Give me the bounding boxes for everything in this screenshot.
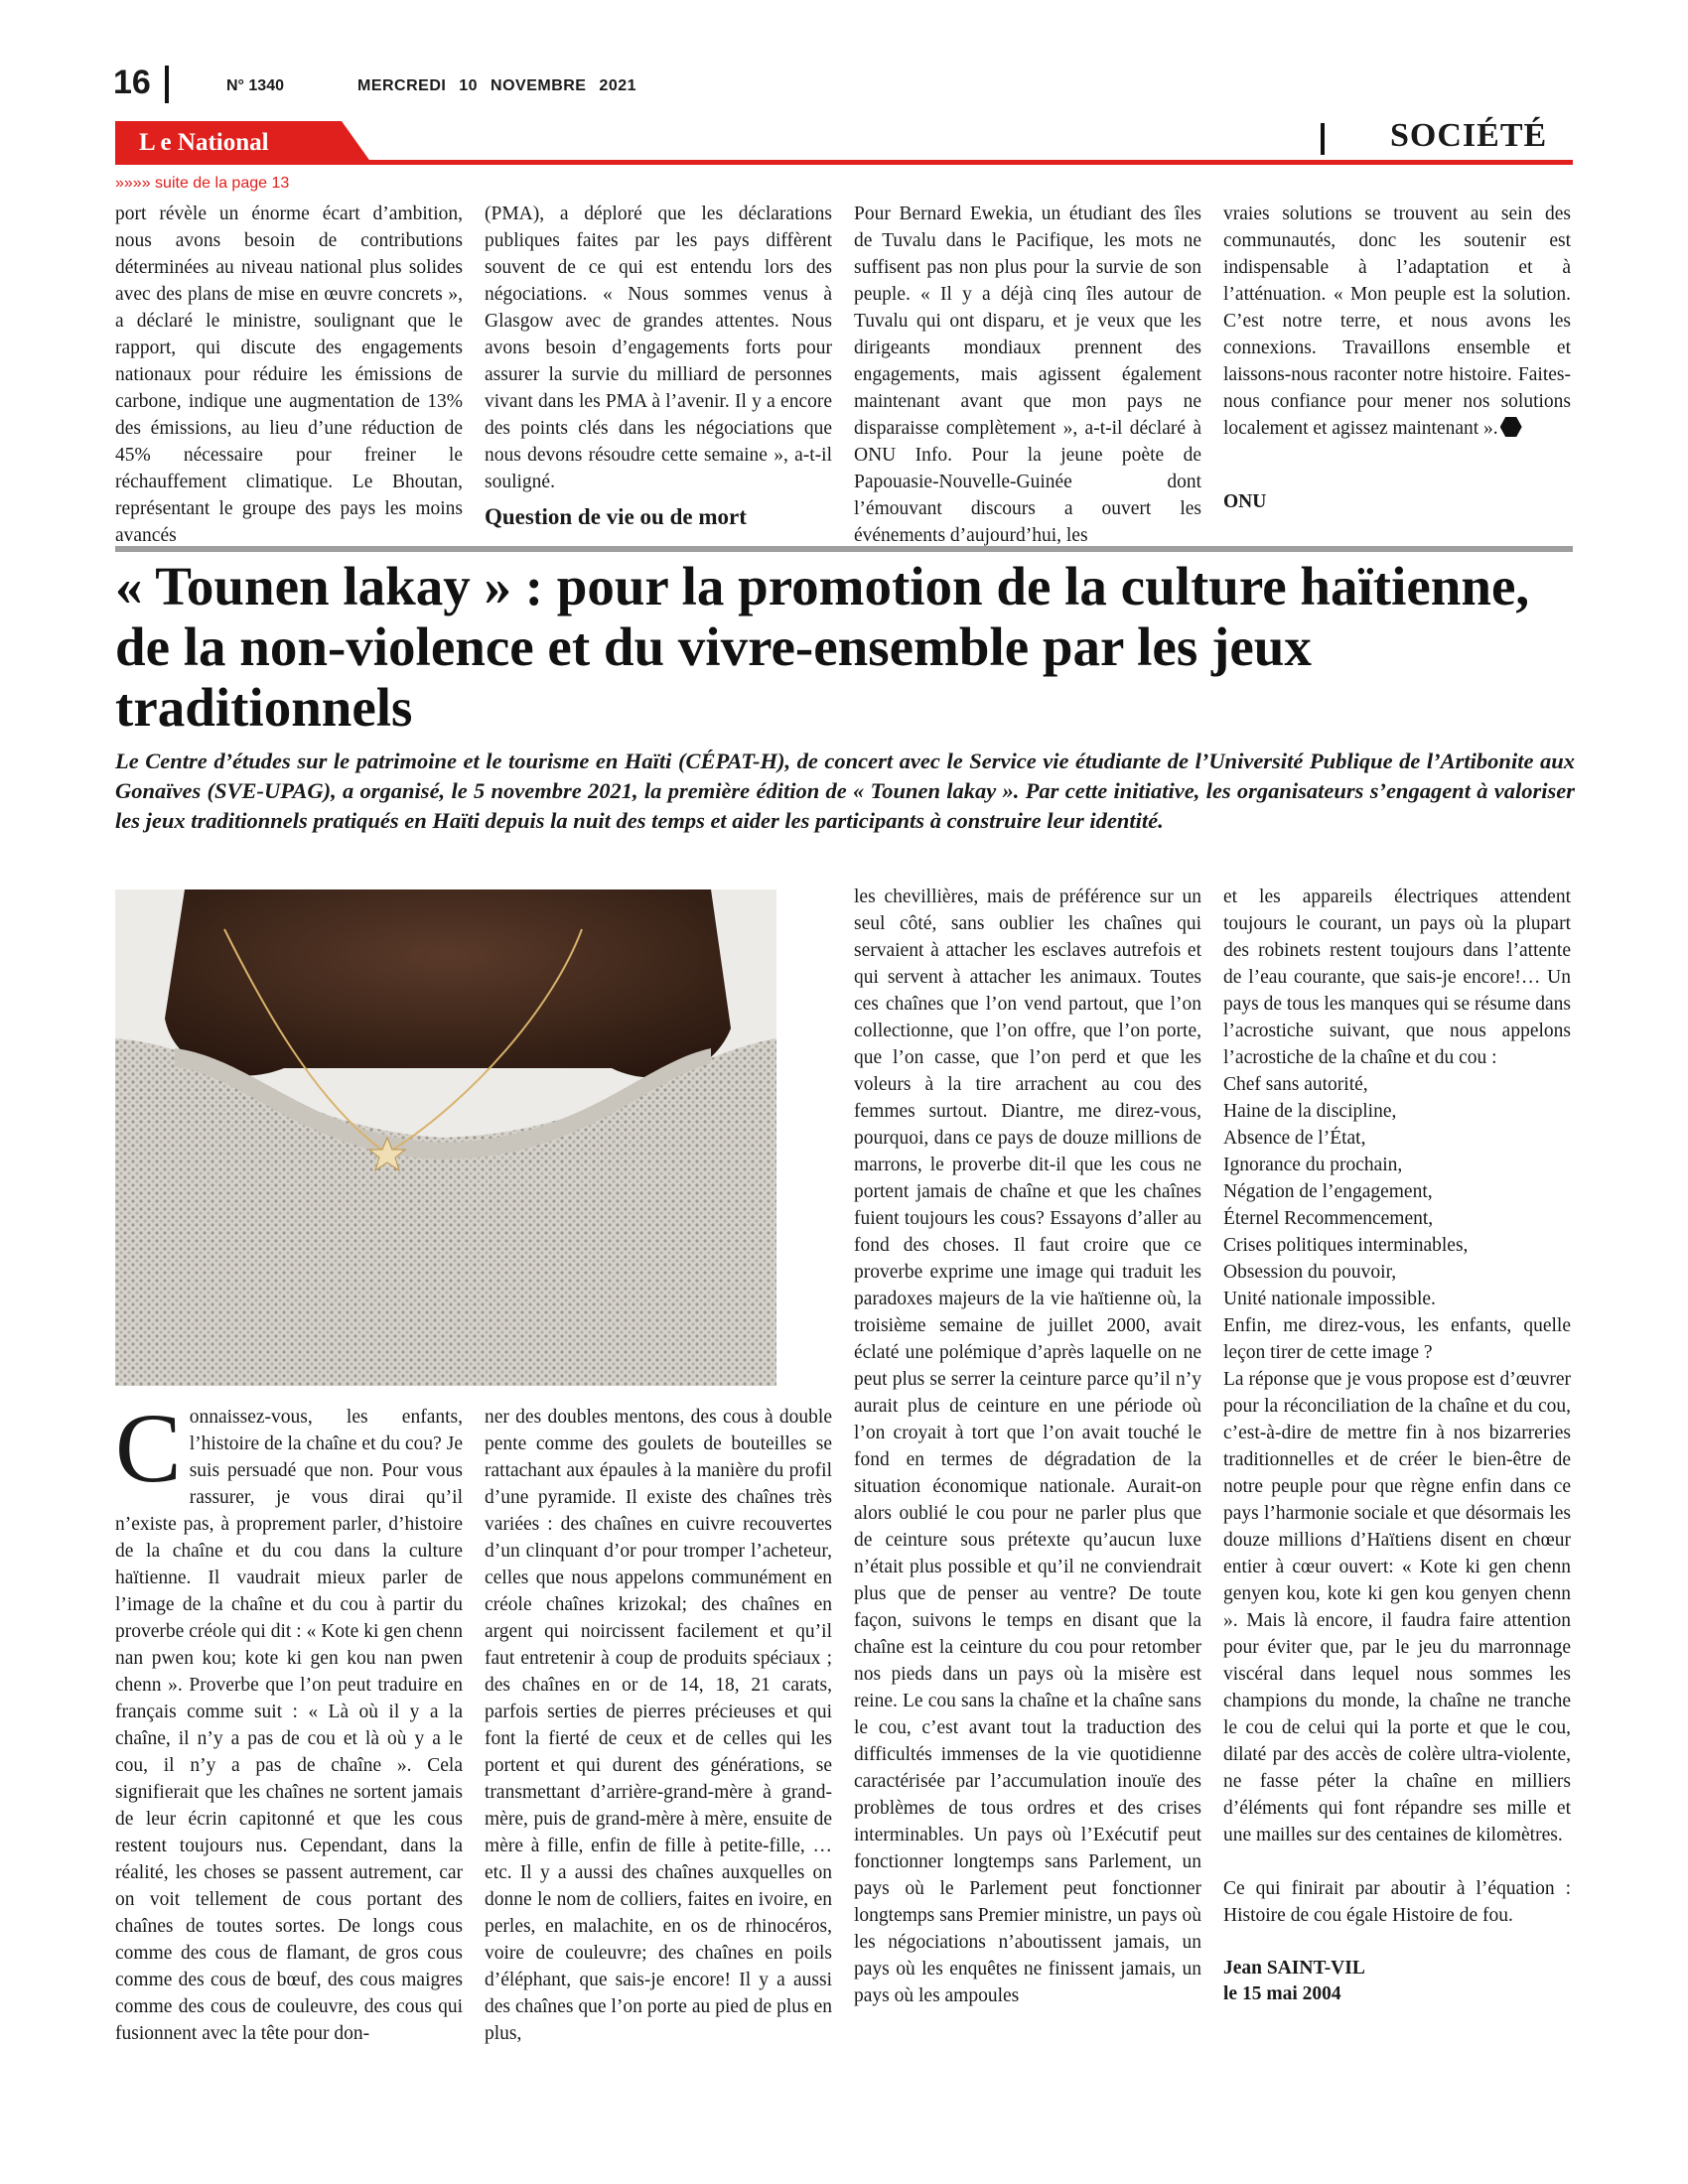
acrostic-line: Ignorance du prochain,: [1223, 1155, 1403, 1175]
end-mark-icon: [1500, 417, 1522, 437]
author-date: le 15 mai 2004: [1223, 1983, 1341, 2004]
article-text-4-intro: et les appareils électriques attendent toujours le courant, un pays où la plupart des robinets restent toujours dans l’attente de l’eau courante, que sais-je encore!… Un pays de tous les manques qui se résume dans l’acrostiche suivant, que nous appelons l’acrostiche de la chaîne et du cou :: [1223, 887, 1571, 1068]
prev-article-col-2: [485, 201, 832, 495]
acrostic-line: Éternel Recommencement,: [1223, 1208, 1434, 1229]
article-separator: [115, 546, 1573, 552]
prev-text-2: (PMA), a déploré que les déclarations publiques faites par les pays diffèrent souvent de ce qui est entendu lors des négociations. « Nous sommes venus à Glasgow avec de grandes attentes. Nous avons besoin d’engagements forts pour assurer la survie du milliard de personnes vivant dans les PMA à l’avenir. Il y a encore des points clés dans les négociations que nous devons résoudre cette semaine », a-t-il souligné.: [485, 204, 832, 492]
acrostic-list: [1223, 1071, 1571, 1312]
prev-text-3: Pour Bernard Ewekia, un étudiant des îles de Tuvalu dans le Pacifique, les mots ne suffisent pas non plus pour la survie de son peuple. « Il y a déjà cinq îles autour de Tuvalu qui ont disparu, et je veux que les dirigeants mondiaux prennent des engagements, mais agissent également maintenant avant que mon pays ne disparaisse complètement », a-t-il déclaré à ONU Info. Pour la jeune poète de Papouasie-Nouvelle-Guinée dont l’émouvant discours a ouvert les événements d’aujourd’hui, les: [854, 204, 1201, 546]
prev-signature: ONU: [1223, 491, 1267, 512]
necklace-photo-illustration: [115, 889, 776, 1386]
article-text-1: [115, 1393, 463, 2047]
header-divider: [165, 66, 169, 103]
article-col-2: [485, 1404, 832, 2047]
article-text-2: ner des doubles mentons, des cous à double pente comme des goulets de bouteilles se rattachant aux épaules à la manière du profil d’une pyramide. Il existe des chaînes très variées : des chaînes en cuivre recouvertes d’un clinquant d’or pour tromper l’acheteur, celles que nous appelons communément en créole chaînes krizokal; des chaînes en argent qui noircissent facilement et qu’il faut entretenir à coup de produits spéciaux ; des chaînes en or de 14, 18, 21 carats, parfois serties de pierres précieuses et qui font la fierté de ceux et de celles qui les portent et qui durent des générations, se transmettant d’arrière-grand-mère à grand-mère, puis de grand-mère à mère, ensuite de mère à fille, enfin de fille à petite-fille, …etc. Il y a aussi des chaînes auxquelles on donne le nom de colliers, faites en ivoire, en perles, en malachite, en os de rhinocéros, voire de couleuvre; des chaînes en poils d’éléphant, que sais-je encore! Il y a aussi des chaînes que l’on porte au pied de plus en plus,: [485, 1407, 832, 2044]
section-divider: [1321, 123, 1325, 155]
brand-name: L e National: [139, 129, 269, 156]
article-lead: Le Centre d’études sur le patrimoine et le tourisme en Haïti (CÉPAT-H), de concert avec le Service vie étudiante de l’Université Publique de l’Artibonite aux Gonaïves (SVE-UPAG), a organisé, le 5 novembre 2021, la première édition de « Tounen lakay ». Par cette initiative, les organisateurs s’engagent à valoriser les jeux traditionnels pratiqués en Haïti depuis la nuit des temps et aider les participants à construire leur identité.: [115, 749, 1575, 833]
acrostic-line: Chef sans autorité,: [1223, 1074, 1368, 1095]
prev-text-4: [1223, 201, 1571, 442]
acrostic-line: Négation de l’engagement,: [1223, 1181, 1433, 1202]
prev-article-col-1: [115, 201, 463, 549]
article-col-1: [115, 1393, 463, 2047]
article-text-4-p2: Enfin, me direz-vous, les enfants, quelle leçon tirer de cette image ?: [1223, 1315, 1571, 1363]
prev-article-col-3: [854, 201, 1201, 549]
page-number: 16: [113, 64, 151, 101]
prev-article-col-4: [1223, 201, 1571, 442]
author-block: [1223, 1956, 1571, 2007]
acrostic-line: Haine de la discipline,: [1223, 1101, 1397, 1122]
issue-number: N° 1340: [226, 77, 284, 94]
acrostic-line: Unité nationale impossible.: [1223, 1289, 1436, 1309]
article-col-4: [1223, 884, 1571, 2007]
issue-date: MERCREDI 10 NOVEMBRE 2021: [357, 77, 637, 94]
prev-text-4-body: vraies solutions se trouvent au sein des communautés, donc les soutenir est indispensable à l’adaptation et à l’atténuation. « Mon peuple est la solution. C’est notre terre, et nous avons les connexions. Travaillons ensemble et laissons-nous raconter notre histoire. Faites-nous confiance pour mener nos solutions localement et agissez maintenant ».: [1223, 204, 1571, 439]
acrostic-line: Obsession du pouvoir,: [1223, 1262, 1397, 1283]
article-text-3: les chevillières, mais de préférence sur un seul côté, sans oublier les chaînes qui servaient à attacher les esclaves autrefois et qui servent à attacher les animaux. Toutes ces chaînes que l’on vend partout, que l’on collectionne, que l’on offre, que l’on porte, que l’on casse, que l’on perd et que les voleurs à la tire arrachent au cou des femmes surtout. Diantre, me direz-vous, pourquoi, dans ce pays de douze millions de marrons, le proverbe dit-il que les cous ne portent jamais de chaîne et que les chaînes fuient toujours les cous? Essayons d’aller au fond des choses. Il faut croire que ce proverbe exprime une image qui traduit les paradoxes majeurs de la vie haïtienne où, la troisième semaine de juillet 2000, avait éclaté une polémique d’après laquelle on ne peut plus se serrer la ceinture parce qu’il n’y aurait plus de ceinture en une période où l’on croyait à tort que l’on avait touché le fond en termes de dégradation de la situation économique nationale. Aurait-on alors oublié le cou pour ne parler plus que de ceinture sous prétexte qu’aucun luxe n’était plus possible et qu’il ne conviendrait plus que de penser au ventre? De toute façon, suivons le temps en disant que la chaîne est la ceinture du cou pour retomber nos pieds dans un pays où la misère est reine. Le cou sans la chaîne et la chaîne sans le cou, c’est avant tout la traduction des difficultés immenses de la vie quotidienne caractérisée par l’accumulation inouïe des problèmes de tous ordres et des crises interminables. Un pays où l’Exécutif peut fonctionner longtemps sans Parlement, un pays où le Parlement peut fonctionner longtemps sans Premier ministre, un pays où les négociations n’aboutissent jamais, un pays où les enquêtes ne finissent jamais, un pays où les ampoules: [854, 887, 1201, 2006]
author-name: Jean SAINT-VIL: [1223, 1958, 1365, 1979]
prev-text-1: port révèle un énorme écart d’ambition, nous avons besoin de contributions déterminées au niveau national plus solides avec des plans de mise en œuvre concrets », a déclaré le ministre, soulignant que le rapport, qui discute des engagements nationaux pour réduire les émissions de carbone, indique une augmentation de 13% des émissions, au lieu d’une réduction de 45% nécessaire pour freiner le réchauffement climatique. Le Bhoutan, représentant le groupe des pays les moins avancés: [115, 204, 463, 546]
continued-from: »»»» suite de la page 13: [115, 175, 290, 192]
article-col-3: [854, 884, 1201, 2009]
acrostic-line: Absence de l’État,: [1223, 1128, 1366, 1149]
article-photo: [115, 889, 776, 1386]
article-text-1-body: onnaissez-vous, les enfants, l’histoire de la chaîne et du cou? Je suis persuadé que non. Pour vous rassurer, je vous dirai qu’il n’existe pas, à proprement parler, d’histoire de la chaîne et du cou dans la culture haïtienne. Il vaudrait mieux parler de l’image de la chaîne et du cou à partir du proverbe créole qui dit : « Kote ki gen chenn nan pwen kou; kote ki gen kou nan pwen chenn ». Proverbe que l’on peut traduire en français comme suit : « Là où il y a la chaîne, il n’y a pas de cou et là où y a le cou, il n’y a pas de chaîne ». Cela signifierait que les chaînes ne sortent jamais de leur écrin capitonné et que les cous restent toujours nus. Cependant, dans la réalité, les choses se passent autrement, car on voit tellement de cous portant des chaînes de toutes sortes. De longs cous comme des cous de flamant, de gros cous comme des cous de bœuf, des cous maigres comme des cous de couleuvre, des cous qui fusionnent avec la tête pour don-: [115, 1407, 463, 2044]
article-title: « Tounen lakay » : pour la promotion de la culture haïtienne, de la non-violence et du vivre-ensemble par les jeux traditionnels: [115, 556, 1530, 738]
acrostic-line: Crises politiques interminables,: [1223, 1235, 1469, 1256]
header-rule: [115, 160, 1573, 165]
section-title: SOCIÉTÉ: [1390, 117, 1548, 154]
article-text-4-p4: Ce qui finirait par aboutir à l’équation : Histoire de cou égale Histoire de fou.: [1223, 1878, 1571, 1926]
article-text-4-p3: La réponse que je vous propose est d’œuvrer pour la réconciliation de la chaîne et du cou, c’est-à-dire de mettre fin à nos bizarreries traditionnelles et de créer le bien-être de notre peuple pour que règne enfin dans ce pays l’harmonie sociale et que désormais les douze millions d’Haïtiens disent en chœur entier à cœur ouvert: « Kote ki gen chenn genyen kou, kote ki gen kou genyen chenn ». Mais là encore, il faudra faire attention pour éviter que, par le jeu du marronnage viscéral dans lequel nous sommes les champions du monde, la chaîne ne tranche le cou de celui qui la porte et que le cou, dilaté par des accès de colère ultra-violente, ne fasse péter la chaîne en milliers d’éléments qui font répandre ses mille et une mailles sur des centaines de kilomètres.: [1223, 1369, 1571, 1845]
drop-cap: C: [115, 1393, 182, 1503]
prev-subhead: Question de vie ou de mort: [485, 504, 747, 529]
